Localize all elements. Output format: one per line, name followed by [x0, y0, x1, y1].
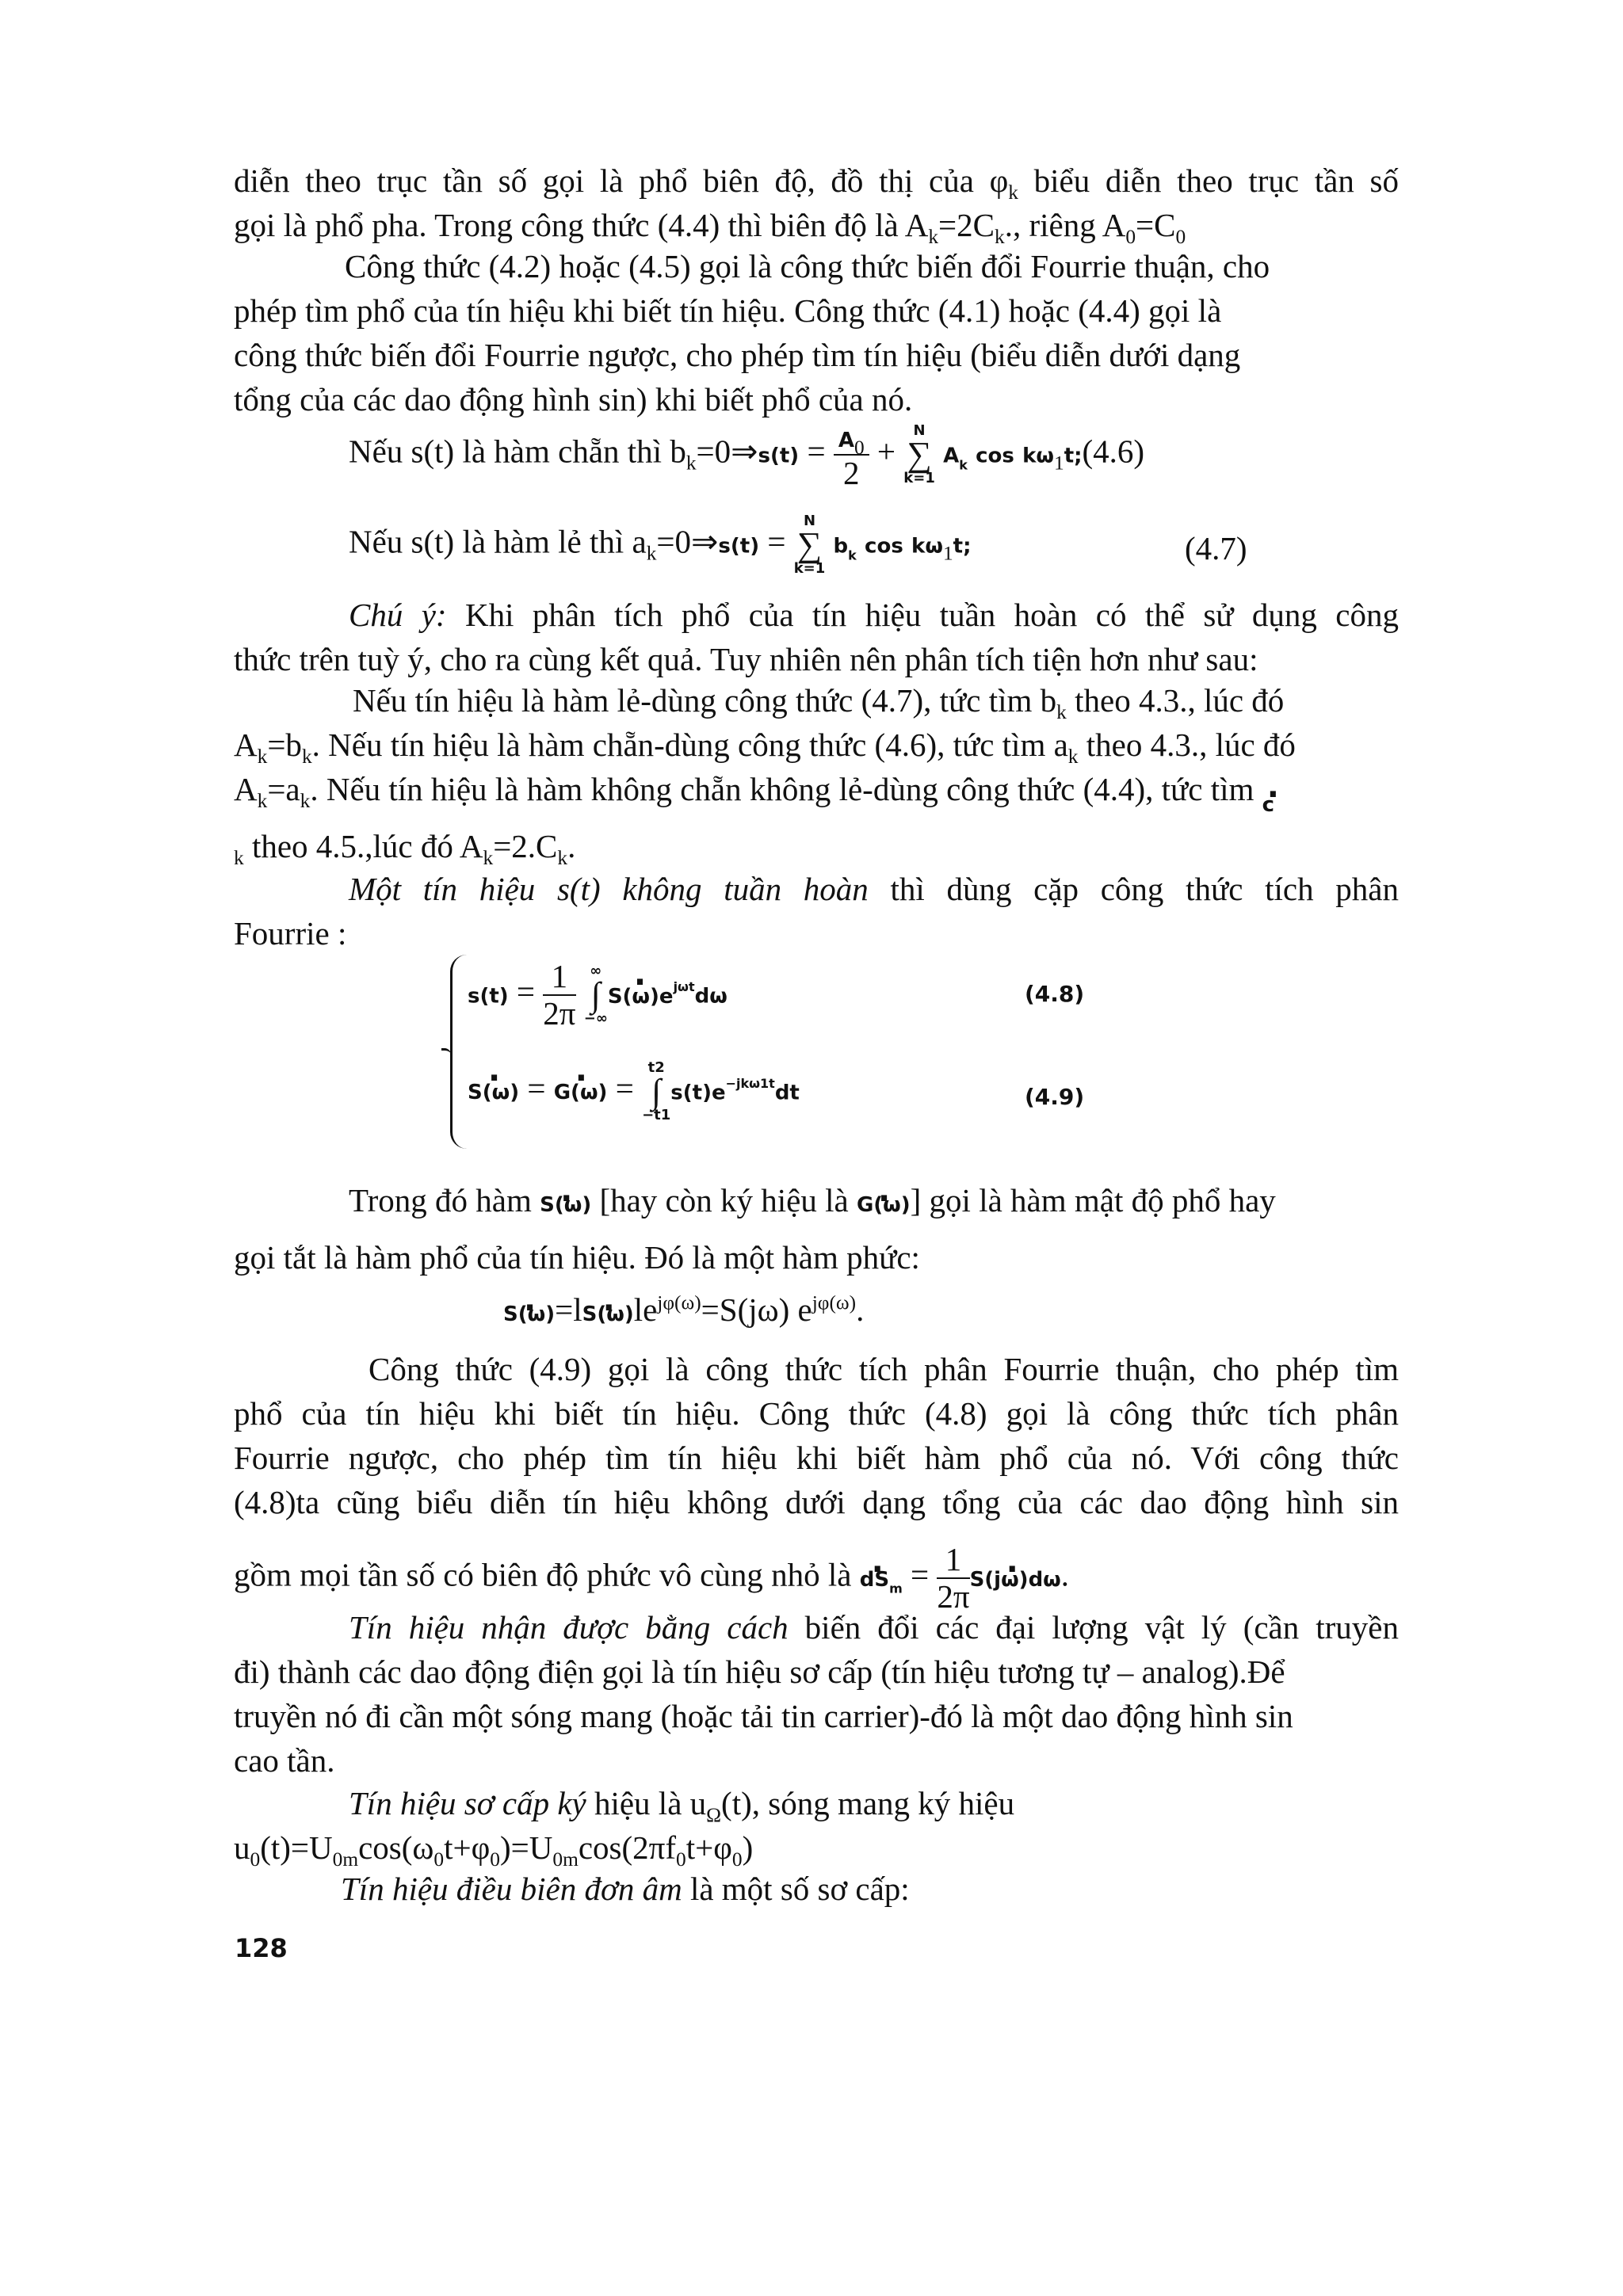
integral-symbol: t2 ∫ −t1: [642, 1059, 671, 1123]
page-number: 128: [235, 1933, 288, 1963]
equation-4-7-label: (4.7): [1185, 530, 1247, 566]
paragraph-am-signal: Tín hiệu điều biên đơn âm là một số sơ cấp:: [341, 1871, 910, 1907]
paragraph-spectral-density: Trong đó hàm · S(ω) [hay còn ký hiệu là · G(ω)] gọi là hàm mật độ phổ hay gọi tắt là hàm phổ của tín hiệu. Đó là một hàm phức: · $S(\omega)=l\cdot S(\omega)le^{j\varphi(\omega)}=S(j\omega)$ $e^{j\varphi(\omega)}$.: [234, 1174, 1399, 1341]
paragraph-carrier: Tín hiệu sơ cấp ký hiệu là $u_\Omega(t)$, sóng mang ký hiệu $u_0(t)=U_{0m}\cos(\omega_0t+\varphi_0)=U_{0m}\cos(2\pi f_0t+\varphi_0)$: [234, 1785, 1015, 1871]
sum-symbol: N ∑ k=1: [793, 513, 826, 577]
paragraph-spectrum-definition: diễn theo trục tần số gọi là phổ biên độ, đồ thị của $\varphi_k$ biểu diễn theo trục tần số gọi là phổ pha. Trong công thức (4.4) thì biên độ là $A_k=2C_k$., riêng $A_0=C_0$: [234, 162, 1400, 249]
equation-4-8-label: (4.8): [1025, 981, 1085, 1007]
paragraph-primary-signal: Tín hiệu nhận được bằng cách biến đổi các đại lượng vật lý (cần truyền đi) thành các dao động điện gọi là tín hiệu sơ cấp (tín hiệu tương tự – analog).Để truyền nó đi cần một sóng mang (hoặc tải tin carrier)-đó là một dao động hình sin cao tần.: [234, 1609, 1399, 1779]
equation-4-7: Nếu s(t) là hàm lẻ thì $a_k=0\Rightarrow s(t)$ = N ∑ k=1 $b_k$ $\cos k\omega_1t$;: [349, 513, 972, 577]
sum-symbol: N ∑ k=1: [903, 422, 935, 487]
paragraph-fourier-transform: Công thức (4.2) hoặc (4.5) gọi là công thức biến đổi Fourrie thuận, cho phép tìm phổ của tín hiệu khi biết tín hiệu. Công thức (4.1) hoặc (4.4) gọi là công thức biến đổi Fourrie ngược, cho phép tìm tín hiệu (biểu diễn dưới dạng tổng của các dao động hình sin) khi biết phổ của nó.: [234, 248, 1270, 418]
equation-4-9-label: (4.9): [1025, 1084, 1085, 1110]
equation-4-6: Nếu s(t) là hàm chẵn thì $b_k=0\Rightarrow s(t)$ = $\frac{A_0}{2}$ + N ∑ k=1 $A_k$ $\cos k\omega_1t;(4.6)$: [349, 418, 1144, 491]
paragraph-analysis-rules: Nếu tín hiệu là hàm lẻ-dùng công thức (4.7), tức tìm $b_k$ theo 4.3., lúc đó $A_k=b_k$. Nếu tín hiệu là hàm chẵn-dùng công thức (4.6), tức tìm $a_k$ theo 4.3., lúc đó $A_k=a_k$. Nếu tín hiệu là hàm không chẵn không lẻ-dùng công thức (4.4), tức tìm · $_c$ $_k$ theo 4.5.,lúc đó $A_k=2.C_k$.: [234, 678, 1399, 868]
paragraph-nonperiodic: Một tín hiệu s(t) không tuần hoàn thì dùng cặp công thức tích phân Fourrie :: [234, 871, 1399, 952]
equation-brace: [450, 955, 467, 1149]
equation-4-8: s(t) = $\frac{1}{2\pi}$ ∞ ∫ −∞ · $S(\omega)e^{j\omega t}d\omega$: [468, 959, 727, 1032]
paragraph-note: Chú ý: Khi phân tích phổ của tín hiệu tuần hoàn có thể sử dụng công thức trên tuỳ ý, cho ra cùng kết quả. Tuy nhiên nên phân tích tiện hơn như sau:: [234, 597, 1399, 677]
equation-4-9: · S(ω) = · G(ω) = t2 ∫ −t1 $s(t)e^{-jk\omega 1t}dt$: [468, 1060, 800, 1123]
paragraph-fourier-integral: Công thức (4.9) gọi là công thức tích phân Fourrie thuận, cho phép tìm phổ của tín hiệu khi biết tín hiệu. Công thức (4.8) gọi là công thức tích phân Fourrie ngược, cho phép tìm tín hiệu khi biết hàm phổ của nó. Với công thức (4.8)ta cũng biểu diễn tín hiệu không dưới dạng tổng của các dao động hình sin gồm mọi tần số có biên độ phức vô cùng nhỏ là · $dS_m$ = $\frac{1}{2\pi}$ · S(jω)dω.: [234, 1347, 1399, 1615]
integral-symbol: ∞ ∫ −∞: [583, 963, 608, 1028]
